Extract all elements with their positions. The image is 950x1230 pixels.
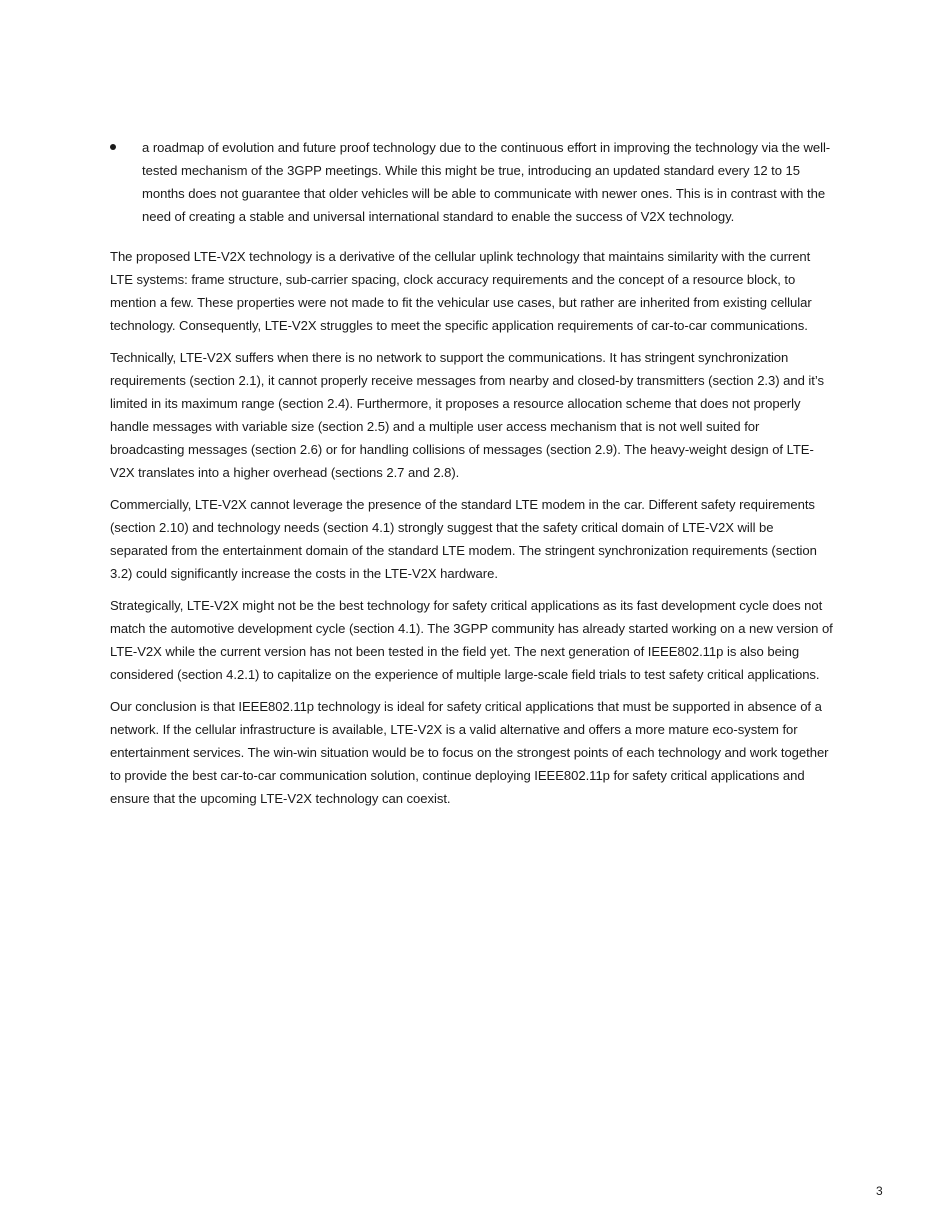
- paragraph-introduction: The proposed LTE-V2X technology is a derivative of the cellular uplink technology that maintains similarity with the current LTE systems: frame structure, sub-carrier spacing, clock accuracy requirements and the concept of a resource block, to mention a few. These properties were not made to fit the vehicular use cases, but rather are inherited from existing cellular technology. Consequently, LTE-V2X struggles to meet the specific application requirements of car-to-car communications.: [110, 249, 812, 333]
- page-number: 3: [876, 1184, 883, 1198]
- paragraph-conclusion: Our conclusion is that IEEE802.11p technology is ideal for safety critical applications that must be supported in absence of a network. If the cellular infrastructure is available, LTE-V2X is a valid alternative and offers a more mature eco-system for entertainment services. The win-win situation would be to focus on the strongest points of each technology and work together to provide the best car-to-car communication solution, continue deploying IEEE802.11p for safety critical applications and ensure that the upcoming LTE-V2X technology can coexist.: [110, 699, 829, 806]
- document-body: [110, 136, 834, 819]
- paragraph-commercially: Commercially, LTE-V2X cannot leverage the presence of the standard LTE modem in the car. Different safety requirements (section 2.10) and technology needs (section 4.1) strongly suggest that the safety critical domain of LTE-V2X will be separated from the entertainment domain of the standard LTE modem. The stringent synchronization requirements (section 3.2) could significantly increase the costs in the LTE-V2X hardware.: [110, 497, 817, 581]
- bullet-list: [110, 136, 834, 228]
- bullet-text: a roadmap of evolution and future proof technology due to the continuous effort in improving the technology via the well-tested mechanism of the 3GPP meetings. While this might be true, introducing an updated standard every 12 to 15 months does not guarantee that older vehicles will be able to communicate with newer ones. This is in contrast with the need of creating a stable and universal international standard to enable the success of V2X technology.: [142, 140, 831, 224]
- bullet-point-icon: [110, 144, 116, 150]
- bullet-item: [110, 136, 834, 228]
- paragraph-strategically: Strategically, LTE-V2X might not be the best technology for safety critical applications as its fast development cycle does not match the automotive development cycle (section 4.1). The 3GPP community has already started working on a new version of LTE-V2X while the current version has not been tested in the field yet. The next generation of IEEE802.11p is also being considered (section 4.2.1) to capitalize on the experience of multiple large-scale field trials to test safety critical applications.: [110, 598, 833, 682]
- paragraph-technically: Technically, LTE-V2X suffers when there is no network to support the communications. It has stringent synchronization requirements (section 2.1), it cannot properly receive messages from nearby and closed-by transmitters (section 2.3) and it’s limited in its maximum range (section 2.4). Furthermore, it proposes a resource allocation scheme that does not properly handle messages with variable size (section 2.5) and a multiple user access mechanism that is not well suited for broadcasting messages (section 2.6) or for handling collisions of messages (section 2.9). The heavy-weight design of LTE-V2X translates into a higher overhead (sections 2.7 and 2.8).: [110, 350, 824, 480]
